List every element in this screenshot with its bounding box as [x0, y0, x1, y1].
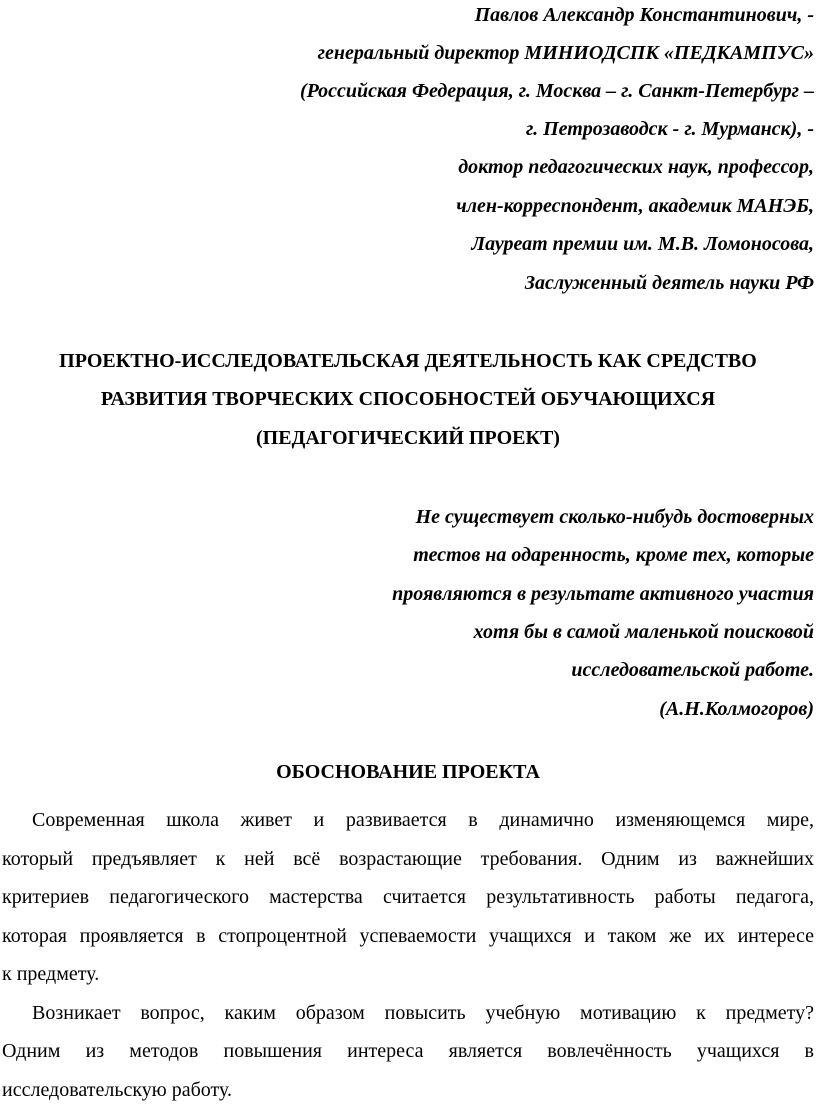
author-name: Павлов Александр Константинович, -	[474, 4, 814, 26]
epigraph-line-3: проявляются в результате активного участия	[392, 583, 814, 605]
epigraph-attribution: (А.Н.Колмогоров)	[659, 698, 814, 720]
author-degree: доктор педагогических наук, профессор,	[458, 156, 814, 178]
author-position: генеральный директор МИНИОДСПК «ПЕДКАМПУС»	[317, 42, 814, 64]
author-location-cont: г. Петрозаводск - г. Мурманск), -	[525, 118, 814, 140]
epigraph-line-1: Не существует сколько-нибудь достоверных	[415, 506, 814, 528]
epigraph-line-2: тестов на одаренность, кроме тех, которые	[413, 544, 814, 566]
paragraph-1-line-4: которая проявляется в стопроцентной успеваемости учащихся и таком же их интересе	[2, 925, 814, 947]
paragraph-2-line-2: Одним из методов повышения интереса является вовлечённость учащихся в	[2, 1040, 814, 1062]
title-line-2: РАЗВИТИЯ ТВОРЧЕСКИХ СПОСОБНОСТЕЙ ОБУЧАЮЩИХСЯ	[100, 388, 716, 410]
author-location: (Российская Федерация, г. Москва – г. Санкт-Петербург –	[300, 80, 814, 102]
paragraph-1-line-5: к предмету.	[2, 963, 100, 985]
paragraph-1-line-3: критериев педагогического мастерства считается результативность работы педагога,	[2, 886, 814, 908]
epigraph-line-4: хотя бы в самой маленькой поисковой	[473, 621, 814, 643]
title-line-1: ПРОЕКТНО-ИССЛЕДОВАТЕЛЬСКАЯ ДЕЯТЕЛЬНОСТЬ КАК СРЕДСТВО	[59, 350, 757, 372]
paragraph-2-line-3: исследовательскую работу.	[2, 1079, 232, 1101]
section-heading: ОБОСНОВАНИЕ ПРОЕКТА	[276, 761, 540, 783]
paragraph-1-line-2: который предъявляет к ней всё возрастающие требования. Одним из важнейших	[2, 848, 814, 870]
author-membership: член-корреспондент, академик МАНЭБ,	[456, 195, 814, 217]
author-award: Лауреат премии им. М.В. Ломоносова,	[471, 233, 814, 255]
paragraph-2-line-1: Возникает вопрос, каким образом повысить учебную мотивацию к предмету?	[32, 1002, 814, 1024]
epigraph-line-5: исследовательской работе.	[571, 659, 814, 681]
author-honor: Заслуженный деятель науки РФ	[524, 272, 814, 294]
paragraph-1-line-1: Современная школа живет и развивается в динамично изменяющемся мире,	[32, 809, 814, 831]
title-line-3: (ПЕДАГОГИЧЕСКИЙ ПРОЕКТ)	[256, 427, 560, 449]
